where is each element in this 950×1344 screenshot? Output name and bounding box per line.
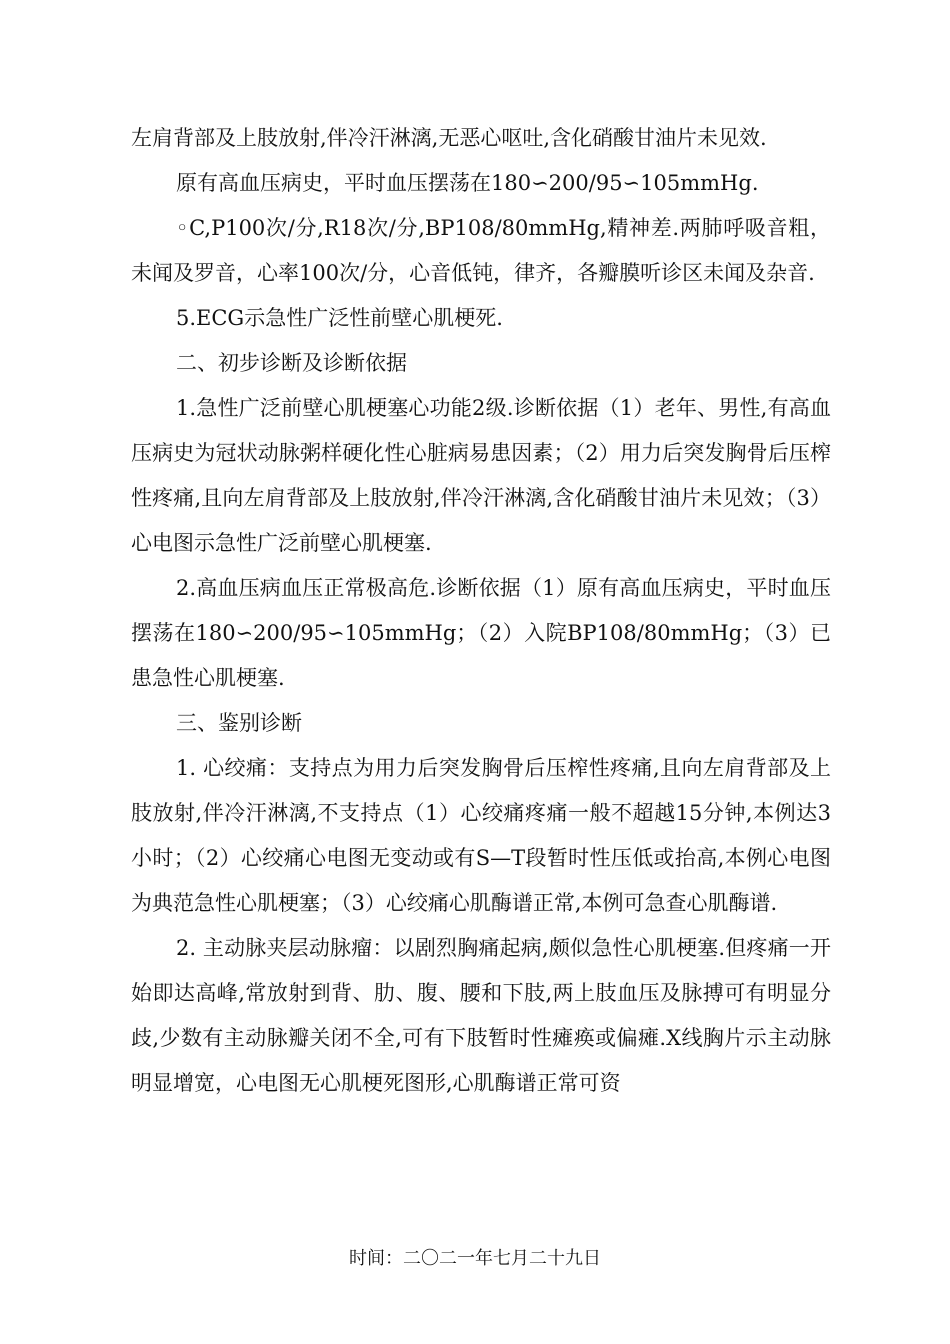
document-body (131, 116, 831, 1106)
paragraph-3: ◦C,P100次/分,R18次/分,BP108/80mmHg,精神差.两肺呼吸音粗，未闻及罗音，心率100次/分，心音低钝，律齐，各瓣膜听诊区未闻及杂音. (131, 216, 831, 285)
paragraph-7: 2.高血压病血压正常极高危.诊断依据（1）原有高血压病史，平时血压摆荡在180∽200/95∽105mmHg；（2）入院BP108/80mmHg；（3）已患急性心肌梗塞. (131, 576, 831, 690)
paragraph-2: 原有高血压病史，平时血压摆荡在180∽200/95∽105mmHg. (176, 171, 759, 195)
paragraph-10: 2. 主动脉夹层动脉瘤：以剧烈胸痛起病,颇似急性心肌梗塞.但疼痛一开始即达高峰,常放射到背、肋、腹、腰和下肢,两上肢血压及脉搏可有明显分歧,少数有主动脉瓣关闭不全,可有下肢暂时性瘫痪或偏瘫.X线胸片示主动脉明显增宽，心电图无心肌梗死图形,心肌酶谱正常可资 (131, 936, 831, 1095)
footer-date: 时间：二〇二一年七月二十九日 (349, 1248, 601, 1269)
paragraph-6: 1.急性广泛前壁心肌梗塞心功能2级.诊断依据（1）老年、男性,有高血压病史为冠状动脉粥样硬化性心脏病易患因素；（2）用力后突发胸骨后压榨性疼痛,且向左肩背部及上肢放射,伴冷汗淋漓,含化硝酸甘油片未见效；（3）心电图示急性广泛前壁心肌梗塞. (131, 396, 831, 555)
section-heading-2: 二、初步诊断及诊断依据 (176, 351, 407, 375)
paragraph-9: 1. 心绞痛：支持点为用力后突发胸骨后压榨性疼痛,且向左肩背部及上肢放射,伴冷汗淋漓,不支持点（1）心绞痛疼痛一般不超越15分钟,本例达3小时；（2）心绞痛心电图无变动或有S—T段暂时性压低或抬高,本例心电图为典范急性心肌梗塞；（3）心绞痛心肌酶谱正常,本例可急查心肌酶谱. (131, 756, 831, 915)
paragraph-1: 左肩背部及上肢放射,伴冷汗淋漓,无恶心呕吐,含化硝酸甘油片未见效. (131, 126, 767, 150)
paragraph-4: 5.ECG示急性广泛性前壁心肌梗死. (176, 306, 503, 330)
section-heading-3: 三、鉴别诊断 (176, 711, 302, 735)
